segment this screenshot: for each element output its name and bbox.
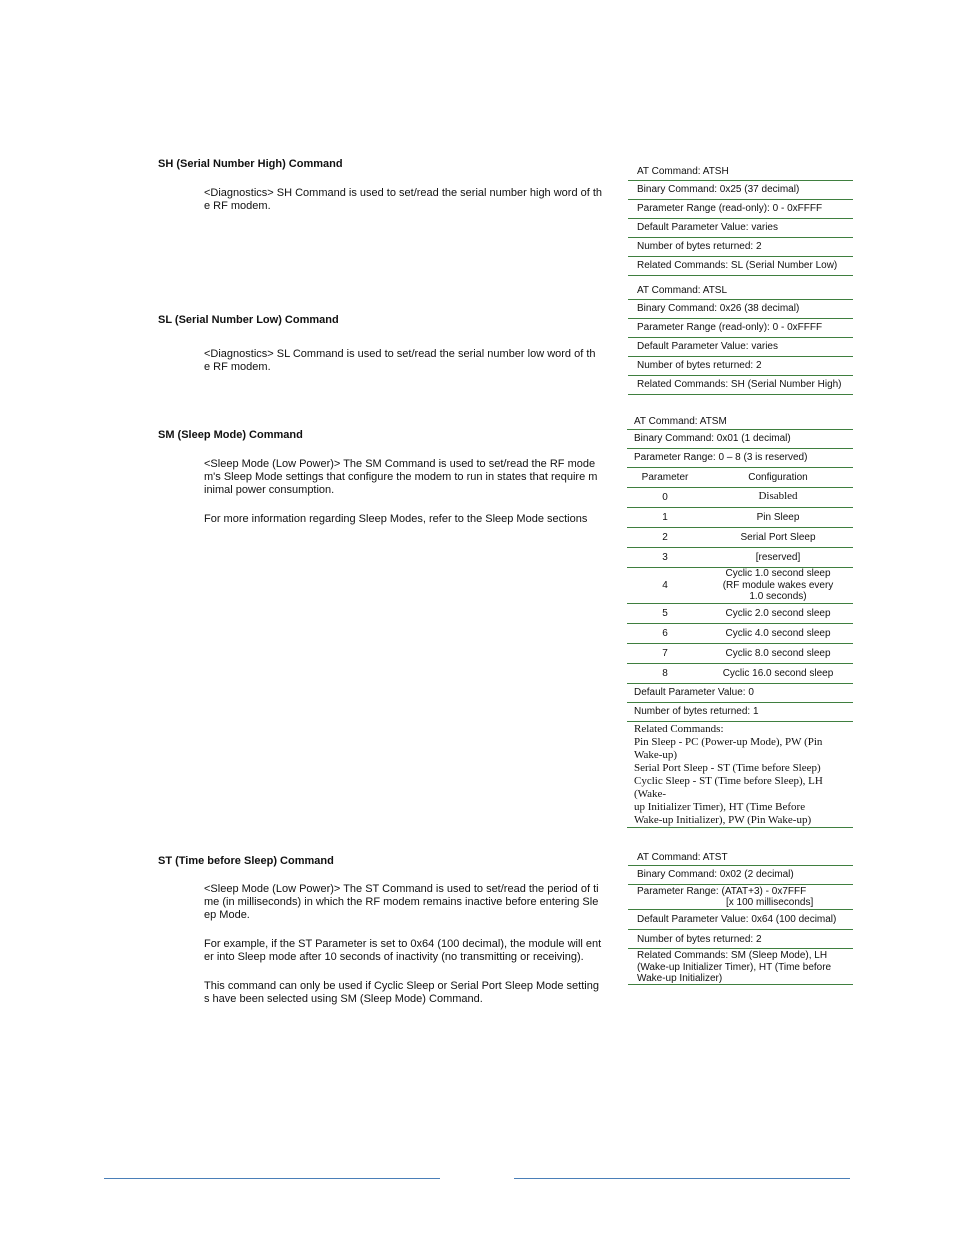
- sm-param-config: Cyclic 4.0 second sleep: [725, 628, 831, 639]
- sh-bytes-returned: Number of bytes returned: 2: [637, 241, 762, 252]
- sm-param-config-line: 1.0 seconds): [749, 591, 807, 602]
- sm-param-row: [627, 568, 853, 604]
- sl-default-value: Default Parameter Value: varies: [637, 341, 778, 352]
- sm-param-row: [627, 508, 853, 528]
- sm-param-row: [627, 664, 853, 684]
- sm-line-4: For more information regarding Sleep Modes, refer to the Sleep Mode sections: [204, 513, 588, 525]
- sh-line-2: e RF modem.: [204, 200, 271, 212]
- st-bytes-returned: Number of bytes returned: 2: [637, 934, 762, 945]
- st-parameter-range: [628, 885, 853, 910]
- st-p1-line-1: <Sleep Mode (Low Power)> The ST Command is used to set/read the period of ti: [204, 883, 599, 895]
- sm-col-parameter: Parameter: [641, 472, 689, 483]
- sm-param-config: Cyclic 16.0 second sleep: [722, 668, 834, 679]
- sm-param-value: 2: [662, 532, 668, 543]
- sm-related-commands: [627, 722, 853, 828]
- sm-line-1: <Sleep Mode (Low Power)> The SM Command is used to set/read the RF mode: [204, 458, 596, 470]
- sm-related-line: Serial Port Sleep - ST (Time before Sleep): [634, 762, 821, 774]
- sm-param-config-line: Cyclic 1.0 second sleep: [725, 568, 831, 579]
- st-binary-command: Binary Command: 0x02 (2 decimal): [637, 869, 794, 880]
- st-related-line: (Wake-up Initializer Timer), HT (Time before: [637, 961, 832, 973]
- sm-param-config: Cyclic 2.0 second sleep: [725, 608, 831, 619]
- sm-param-value: 8: [662, 668, 668, 679]
- sm-param-config: Serial Port Sleep: [740, 532, 816, 543]
- sm-param-value: 1: [662, 512, 668, 523]
- sm-param-row: [627, 644, 853, 664]
- sh-parameter-range: Parameter Range (read-only): 0 - 0xFFFF: [637, 203, 823, 214]
- sm-binary-command: Binary Command: 0x01 (1 decimal): [634, 433, 791, 444]
- sm-param-row: [627, 548, 853, 568]
- sm-param-value: 6: [662, 628, 668, 639]
- st-related-line: Related Commands: SM (Sleep Mode), LH: [637, 950, 828, 961]
- sm-related-line: (Wake-: [634, 788, 667, 800]
- sm-param-config: [reserved]: [755, 552, 801, 563]
- sm-default-value: Default Parameter Value: 0: [634, 687, 754, 698]
- footer-rule-left: [104, 1178, 440, 1179]
- sh-related-commands: Related Commands: SL (Serial Number Low): [637, 260, 838, 271]
- sh-binary-command: Binary Command: 0x25 (37 decimal): [637, 184, 800, 195]
- sl-related-commands: Related Commands: SH (Serial Number High): [637, 379, 842, 390]
- sm-param-value: 7: [662, 648, 668, 659]
- sh-at-command: AT Command: ATSH: [637, 166, 729, 177]
- st-paragraph-3: [204, 980, 617, 1006]
- sm-related-line: Related Commands:: [634, 723, 724, 735]
- sm-param-row: [627, 624, 853, 644]
- st-related-commands: [628, 949, 853, 985]
- sm-line-2: m's Sleep Mode settings that configure the modem to run in states that require m: [204, 471, 598, 483]
- sm-param-value: 0: [662, 492, 668, 503]
- footer-rule-right: [514, 1178, 850, 1179]
- st-command-table: [628, 849, 853, 985]
- sm-param-value: 5: [662, 608, 668, 619]
- sl-binary-command: Binary Command: 0x26 (38 decimal): [637, 303, 800, 314]
- sm-param-row: [627, 528, 853, 548]
- st-paragraph-1: [204, 883, 617, 922]
- sm-description: [204, 458, 617, 497]
- sm-parameter-range: Parameter Range: 0 – 8 (3 is reserved): [634, 452, 808, 463]
- sm-param-row: [627, 604, 853, 624]
- sm-param-config: [703, 568, 853, 603]
- st-related-line: Wake-up Initializer): [637, 973, 723, 984]
- st-parameter-range-unit: [x 100 milliseconds]: [726, 897, 814, 908]
- sm-heading: SM (Sleep Mode) Command: [158, 429, 303, 441]
- sl-at-command: AT Command: ATSL: [637, 285, 728, 296]
- sl-description: [204, 348, 617, 374]
- sm-related-line: Wake-up): [634, 749, 678, 761]
- sh-description: [204, 187, 617, 213]
- sh-line-1: <Diagnostics> SH Command is used to set/read the serial number high word of th: [204, 187, 603, 199]
- st-p3-line-2: s have been selected using SM (Sleep Mode) Command.: [204, 993, 483, 1005]
- sl-parameter-range: Parameter Range (read-only): 0 - 0xFFFF: [637, 322, 823, 333]
- sm-description-2: [204, 513, 617, 526]
- sm-related-line: up Initializer Timer), HT (Time Before: [634, 801, 806, 813]
- st-p1-line-2: me (in milliseconds) in which the RF modem remains inactive before entering Sle: [204, 896, 599, 908]
- sm-at-command: AT Command: ATSM: [634, 416, 727, 427]
- sm-related-line: Pin Sleep - PC (Power-up Mode), PW (Pin: [634, 736, 823, 748]
- st-p1-line-3: ep Mode.: [204, 909, 250, 921]
- sl-command-table: [628, 281, 853, 395]
- sh-command-table: [628, 162, 853, 276]
- sh-heading: SH (Serial Number High) Command: [158, 158, 343, 170]
- sm-param-config: Pin Sleep: [756, 512, 800, 523]
- sm-related-line: Wake-up Initializer), PW (Pin Wake-up): [634, 814, 812, 826]
- st-paragraph-2: [204, 938, 617, 964]
- sm-col-configuration: Configuration: [748, 472, 808, 483]
- st-p3-line-1: This command can only be used if Cyclic Sleep or Serial Port Sleep Mode setting: [204, 980, 599, 992]
- sm-param-config: Cyclic 8.0 second sleep: [725, 648, 831, 659]
- sm-param-value: 4: [662, 580, 668, 591]
- sl-line-1: <Diagnostics> SL Command is used to set/read the serial number low word of th: [204, 348, 596, 360]
- st-default-value: Default Parameter Value: 0x64 (100 decimal): [637, 914, 837, 925]
- sm-param-config-line: (RF module wakes every: [722, 579, 834, 591]
- sm-related-line: Cyclic Sleep - ST (Time before Sleep), LH: [634, 775, 823, 787]
- sm-param-value: 3: [662, 552, 668, 563]
- st-parameter-range-line: Parameter Range: (ATAT+3) - 0x7FFF: [637, 886, 807, 897]
- sm-line-3: inimal power consumption.: [204, 484, 335, 496]
- st-p2-line-1: For example, if the ST Parameter is set to 0x64 (100 decimal), the module will ent: [204, 938, 602, 950]
- st-at-command: AT Command: ATST: [637, 852, 728, 863]
- sm-bytes-returned: Number of bytes returned: 1: [634, 706, 759, 717]
- st-p2-line-2: er into Sleep mode after 10 seconds of inactivity (no transmitting or receiving).: [204, 951, 584, 963]
- sm-param-row: [627, 488, 853, 508]
- sl-heading: SL (Serial Number Low) Command: [158, 314, 339, 326]
- sh-default-value: Default Parameter Value: varies: [637, 222, 778, 233]
- sm-param-config: Disabled: [758, 490, 798, 502]
- st-heading: ST (Time before Sleep) Command: [158, 855, 334, 867]
- sl-bytes-returned: Number of bytes returned: 2: [637, 360, 762, 371]
- sl-line-2: e RF modem.: [204, 361, 271, 373]
- sm-command-table: [627, 413, 853, 828]
